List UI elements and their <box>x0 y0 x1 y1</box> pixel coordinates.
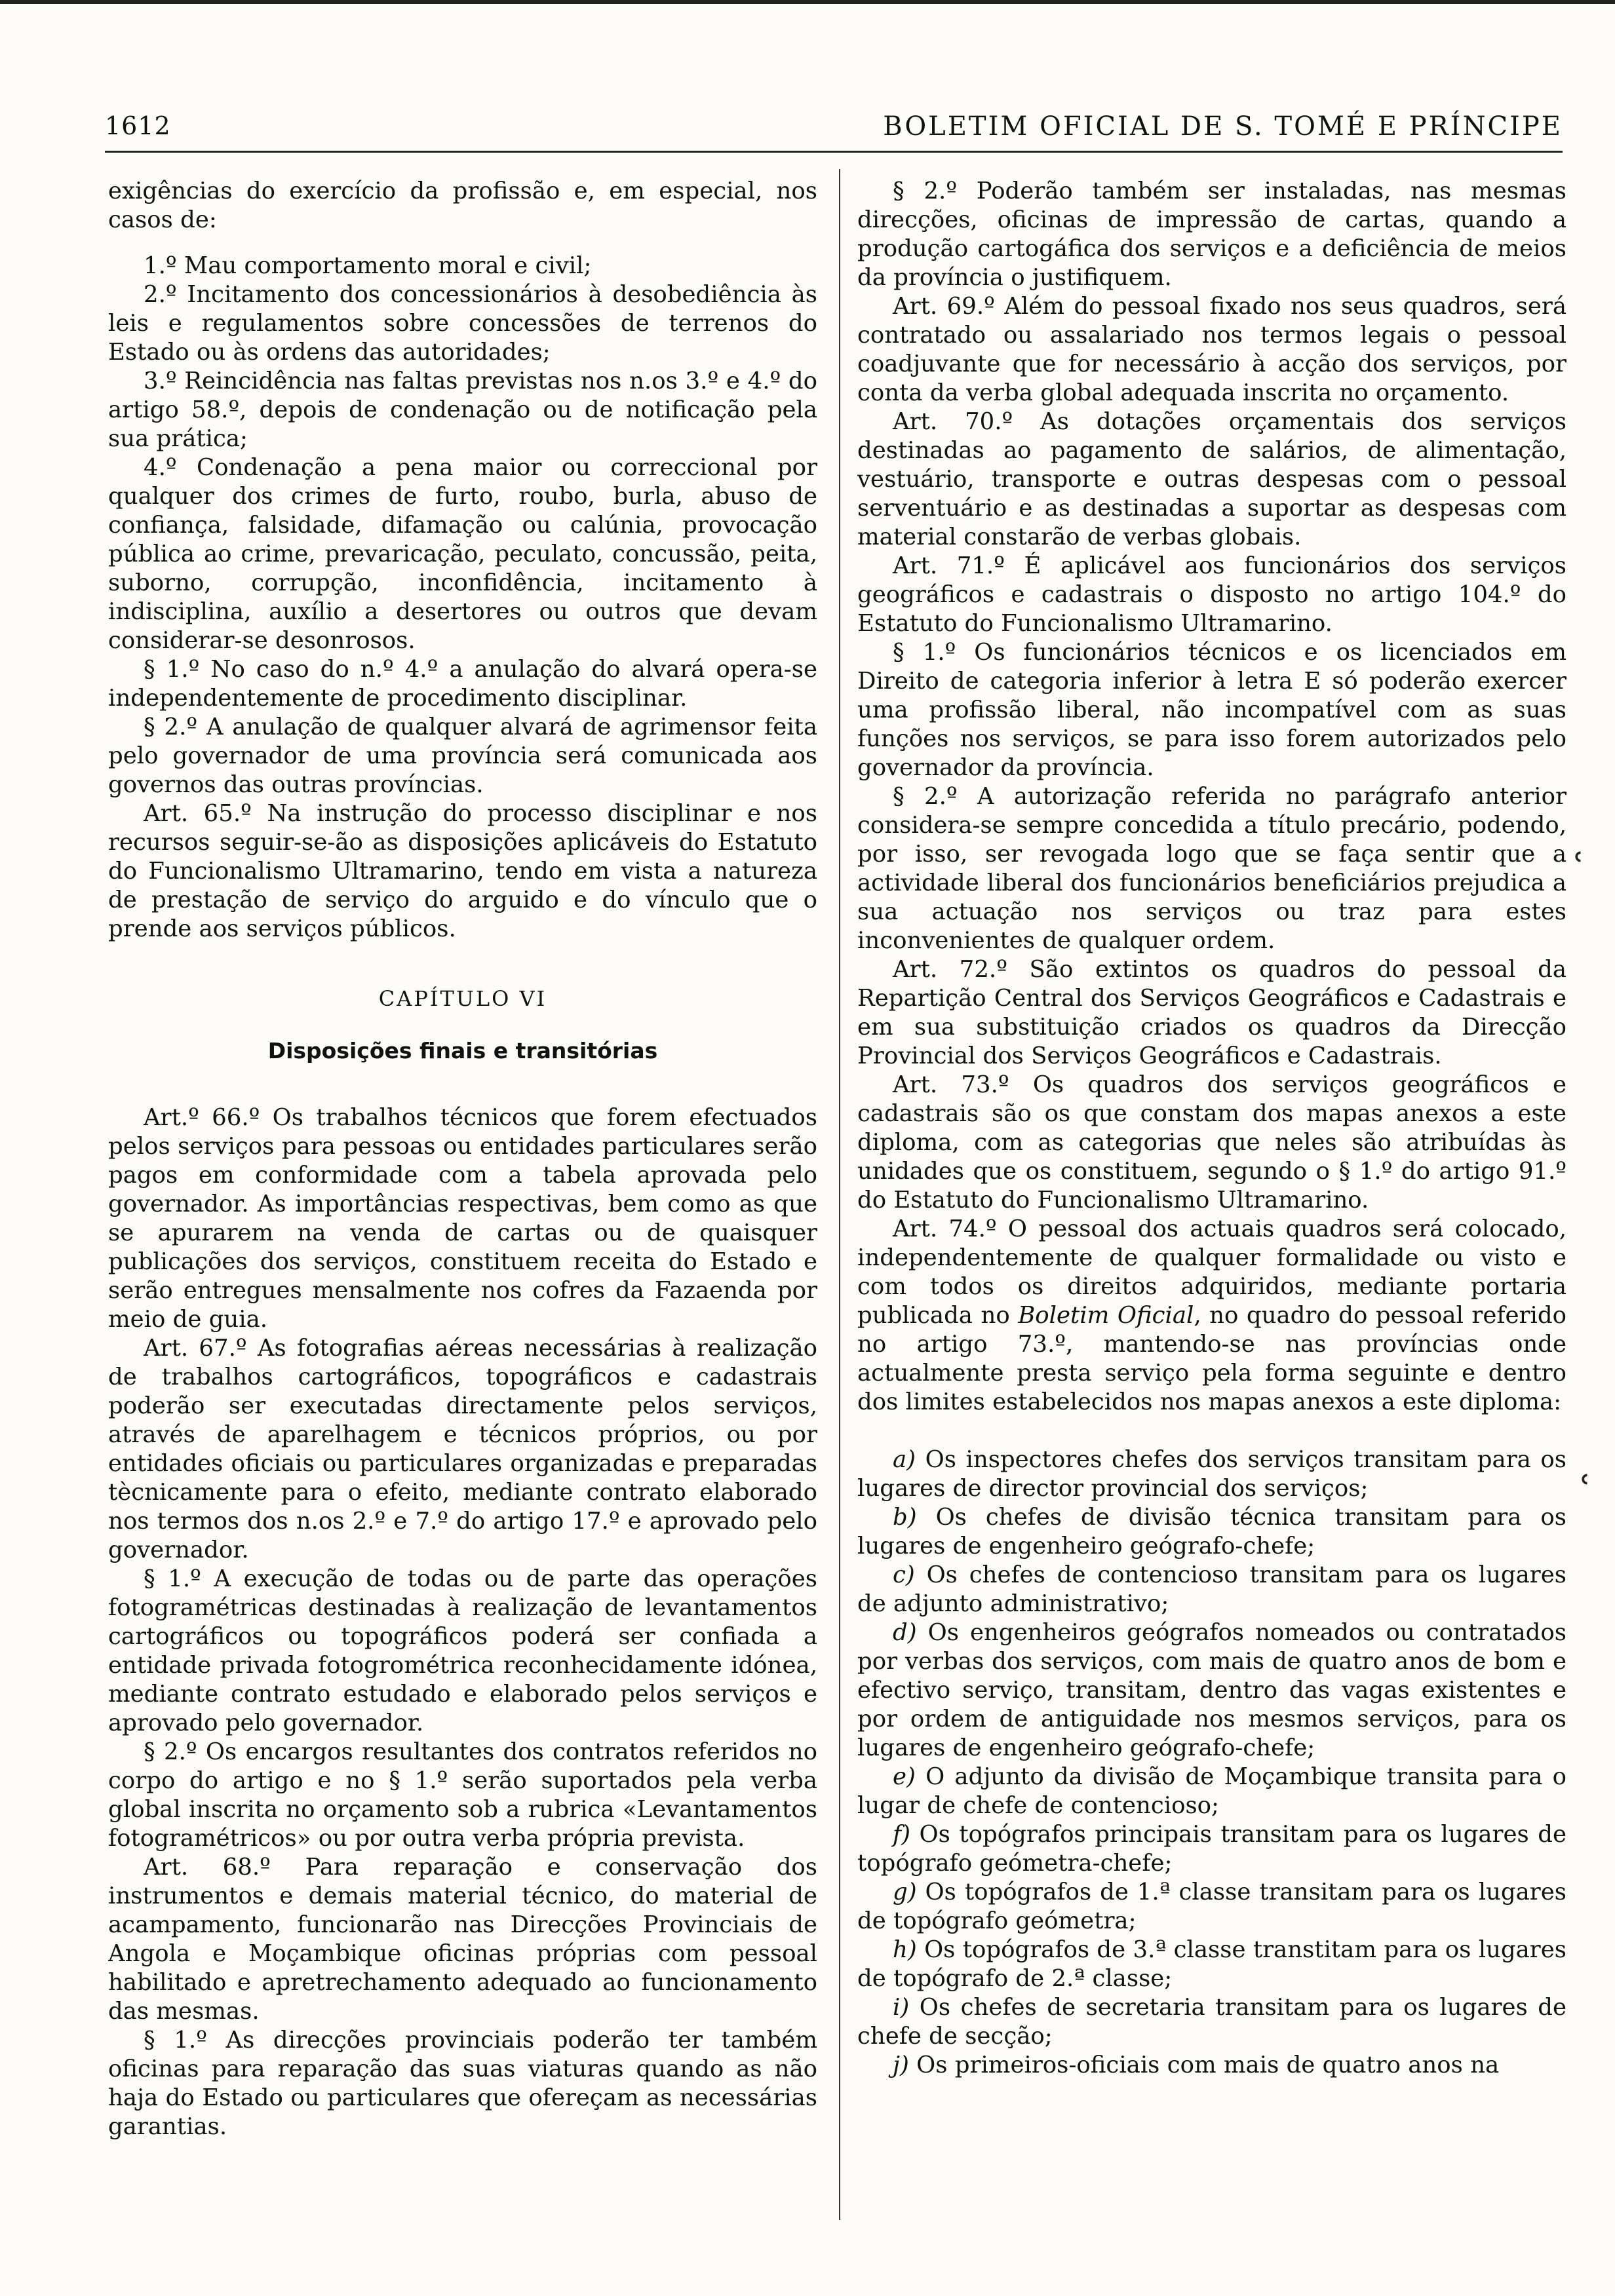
item-text: Os chefes de divisão técnica transitam para os lugares de engenheiro geógrafo-chefe; <box>857 1504 1566 1559</box>
top-border <box>0 0 1615 4</box>
margin-mark: ʿ <box>1573 845 1586 891</box>
publication-name: Boletim Oficial <box>1018 1302 1194 1329</box>
list-item <box>857 1503 1566 1561</box>
paragraph-art-74 <box>857 1215 1566 1417</box>
paragraph: § 2.º Os encargos resultantes dos contratos referidos no corpo do artigo e no § 1.º serão suportados pela verba global inscrita no orçamento sob a rubrica «Levantamentos fotogramétricos» ou por outra verba própria prevista. <box>108 1738 817 1852</box>
item-letter: i) <box>893 1994 910 2021</box>
paragraph: Art. 69.º Além do pessoal fixado nos seus quadros, será contratado ou assalariado nos termos legais o pessoal coadjuvante que for necessário à acção dos serviços, por conta da verba global adequada inscrita no orçamento. <box>857 293 1566 406</box>
list-item <box>857 1618 1566 1763</box>
list-item <box>857 2051 1566 2080</box>
item-text: Os inspectores chefes dos serviços transitam para os lugares de director provincial dos serviços; <box>857 1446 1566 1502</box>
list-item <box>857 1878 1566 1936</box>
running-title: BOLETIM OFICIAL DE S. TOMÉ E PRÍNCIPE <box>883 111 1563 142</box>
paragraph: 1.º Mau comportamento moral e civil; <box>144 252 592 279</box>
paragraph: § 1.º As direcções provinciais poderão ter também oficinas para reparação das suas viaturas quando as não haja do Estado ou particulares que ofereçam as necessárias garantias. <box>108 2027 817 2140</box>
item-letter: c) <box>893 1561 915 1588</box>
paragraph: 3.º Reincidência nas faltas previstas nos n.os 3.º e 4.º do artigo 58.º, depois de condenação ou de notificação pela sua prática; <box>108 368 817 452</box>
intro-paragraph: exigências do exercício da profissão e, em especial, nos casos de: <box>108 178 817 233</box>
margin-mark: ʿ <box>1580 1468 1592 1514</box>
section-title: Disposições finais e transitórias <box>267 1038 658 1063</box>
item-letter: a) <box>893 1446 916 1473</box>
paragraph: Art. 65.º Na instrução do processo disciplinar e nos recursos seguir-se-ão as disposições aplicáveis do Estatuto do Funcionalismo Ultramarino, tendo em vista a natureza de prestação de serviço do arguido e do vínculo que o prende aos serviços públicos. <box>108 800 817 942</box>
header-rule <box>105 151 1563 153</box>
item-letter: f) <box>893 1821 910 1848</box>
item-text: Os topógrafos de 3.ª classe transtitam para os lugares de topógrafo de 2.ª classe; <box>857 1936 1566 1992</box>
paragraph: Art. 70.º As dotações orçamentais dos serviços destinadas ao pagamento de salários, de alimentação, vestuário, transporte e outras despesas com o pessoal serventuário e as destinadas a suportar as despesas com material constarão de verbas globais. <box>857 408 1566 550</box>
paragraph: § 2.º Poderão também ser instaladas, nas mesmas direcções, oficinas de impressão de cartas, quando a produção cartogáfica dos serviços e a deficiência de meios da província o justifiquem. <box>857 178 1566 291</box>
paragraph: 4.º Condenação a pena maior ou correccional por qualquer dos crimes de furto, roubo, burla, abuso de confiança, falsidade, difamação ou calúnia, provocação pública ao crime, prevaricação, peculato, concussão, peita, suborno, corrupção, inconfidência, incitamento à indisciplina, auxílio a desertores ou outros que devam considerar-se desonrosos. <box>108 454 817 654</box>
column-divider <box>839 169 840 2220</box>
chapter-heading: CAPÍTULO VI <box>378 986 547 1011</box>
item-letter: e) <box>893 1763 916 1790</box>
paragraph: § 1.º Os funcionários técnicos e os licenciados em Direito de categoria inferior à letra E só poderão exercer uma profissão liberal, não incompatível com as suas funções nos serviços, se para isso forem autorizados pelo governador da província. <box>857 639 1566 781</box>
paragraph: Art. 73.º Os quadros dos serviços geográficos e cadastrais são os que constam dos mapas anexos a este diploma, com as categorias que neles são atribuídas às unidades que os constituem, segundo o § 1.º do artigo 91.º do Estatuto do Funcionalismo Ultramarino. <box>857 1071 1566 1214</box>
list-item <box>857 1445 1566 1503</box>
paragraph: 2.º Incitamento dos concessionários à desobediência às leis e regulamentos sobre concessões de terrenos do Estado ou às ordens das autoridades; <box>108 281 817 366</box>
item-letter: g) <box>893 1879 917 1905</box>
item-letter: d) <box>893 1619 917 1646</box>
page-number: 1612 <box>105 111 171 140</box>
item-letter: b) <box>893 1504 917 1531</box>
text-run: Art. 74.º O pessoal dos actuais quadros será colocado, independentemente de qualquer formalidade ou visto e com todos os direitos adquiridos, mediante portaria publicada no <box>857 1215 1566 1329</box>
list-item <box>857 1820 1566 1878</box>
item-text: Os chefes de contencioso transitam para os lugares de adjunto administrativo; <box>857 1561 1566 1617</box>
item-letter: j) <box>893 2052 909 2078</box>
paragraph: § 2.º A autorização referida no parágrafo anterior considera-se sempre concedida a título precário, podendo, por isso, ser revogada logo que se faça sentir que a actividade liberal dos funcionários beneficiários prejudica a sua actuação nos serviços ou traz para estes inconvenientes de qualquer ordem. <box>857 783 1566 954</box>
text-run: , no quadro do pessoal referido no artigo 73.º, mantendo-se nas províncias onde actualmente presta serviço pela forma seguinte e dentro dos limites estabelecidos nos mapas anexos a este diploma: <box>857 1302 1566 1415</box>
list-item <box>857 1561 1566 1618</box>
left-column <box>108 177 817 2215</box>
paragraph: § 1.º No caso do n.º 4.º a anulação do alvará opera-se independentemente de procedimento disciplinar. <box>108 656 817 712</box>
paragraph: Art. 68.º Para reparação e conservação dos instrumentos e demais material técnico, do material de acampamento, funcionarão nas Direcções Provinciais de Angola e Moçambique oficinas próprias com pessoal habilitado e apretrechamento adequado ao funcionamento das mesmas. <box>108 1854 817 2025</box>
item-letter: h) <box>893 1936 917 1963</box>
item-text: Os chefes de secretaria transitam para os lugares de chefe de secção; <box>857 1994 1566 2050</box>
list-item <box>857 1763 1566 1820</box>
paragraph: Art. 71.º É aplicável aos funcionários dos serviços geográficos e cadastrais o disposto no artigo 104.º do Estatuto do Funcionalismo Ultramarino. <box>857 552 1566 637</box>
list-item <box>857 1993 1566 2051</box>
item-text: Os topógrafos de 1.ª classe transitam para os lugares de topógrafo geómetra; <box>857 1879 1566 1934</box>
paragraph: Art. 67.º As fotografias aéreas necessárias à realização de trabalhos cartográficos, topográficos e cadastrais poderão ser executadas directamente pelos serviços, através de aparelhagem e técnicos próprios, ou por entidades oficiais ou particulares organizadas e preparadas tècnicamente para o efeito, mediante contrato elaborado nos termos dos n.os 2.º e 7.º do artigo 17.º e aprovado pelo governador. <box>108 1335 817 1563</box>
paragraph: Art.º 66.º Os trabalhos técnicos que forem efectuados pelos serviços para pessoas ou entidades particulares serão pagos em conformidade com a tabela aprovada pelo governador. As importâncias respectivas, bem como as que se apurarem na venda de cartas ou de quaisquer publicações dos serviços, constituem receita do Estado e serão entregues mensalmente nos cofres da Fazaenda por meio de guia. <box>108 1104 817 1333</box>
right-column <box>857 177 1566 2215</box>
item-text: Os engenheiros geógrafos nomeados ou contratados por verbas dos serviços, com mais de quatro anos de bom e efectivo serviço, transitam, dentro das vagas existentes e por ordem de antiguidade nos mesmos serviços, para os lugares de engenheiro geógrafo-chefe; <box>857 1619 1566 1761</box>
page-header <box>105 105 1563 151</box>
item-text: O adjunto da divisão de Moçambique transita para o lugar de chefe de contencioso; <box>857 1763 1566 1819</box>
paragraph: § 1.º A execução de todas ou de parte das operações fotogramétricas destinadas à realização de levantamentos cartográficos ou topográficos poderá ser confiada a entidade privada fotogrométrica reconhecidamente idónea, mediante contrato estudado e elaborado pelos serviços e aprovado pelo governador. <box>108 1565 817 1736</box>
item-text: Os topógrafos principais transitam para os lugares de topógrafo geómetra-chefe; <box>857 1821 1566 1877</box>
paragraph: § 2.º A anulação de qualquer alvará de agrimensor feita pelo governador de uma província será comunicada aos governos das outras províncias. <box>108 714 817 798</box>
paragraph: Art. 72.º São extintos os quadros do pessoal da Repartição Central dos Serviços Geográficos e Cadastrais e em sua substituição criados os quadros da Direcção Provincial dos Serviços Geográficos e Cadastrais. <box>857 956 1566 1069</box>
list-item <box>857 1936 1566 1993</box>
item-text: Os primeiros-oficiais com mais de quatro anos na <box>908 2052 1500 2078</box>
